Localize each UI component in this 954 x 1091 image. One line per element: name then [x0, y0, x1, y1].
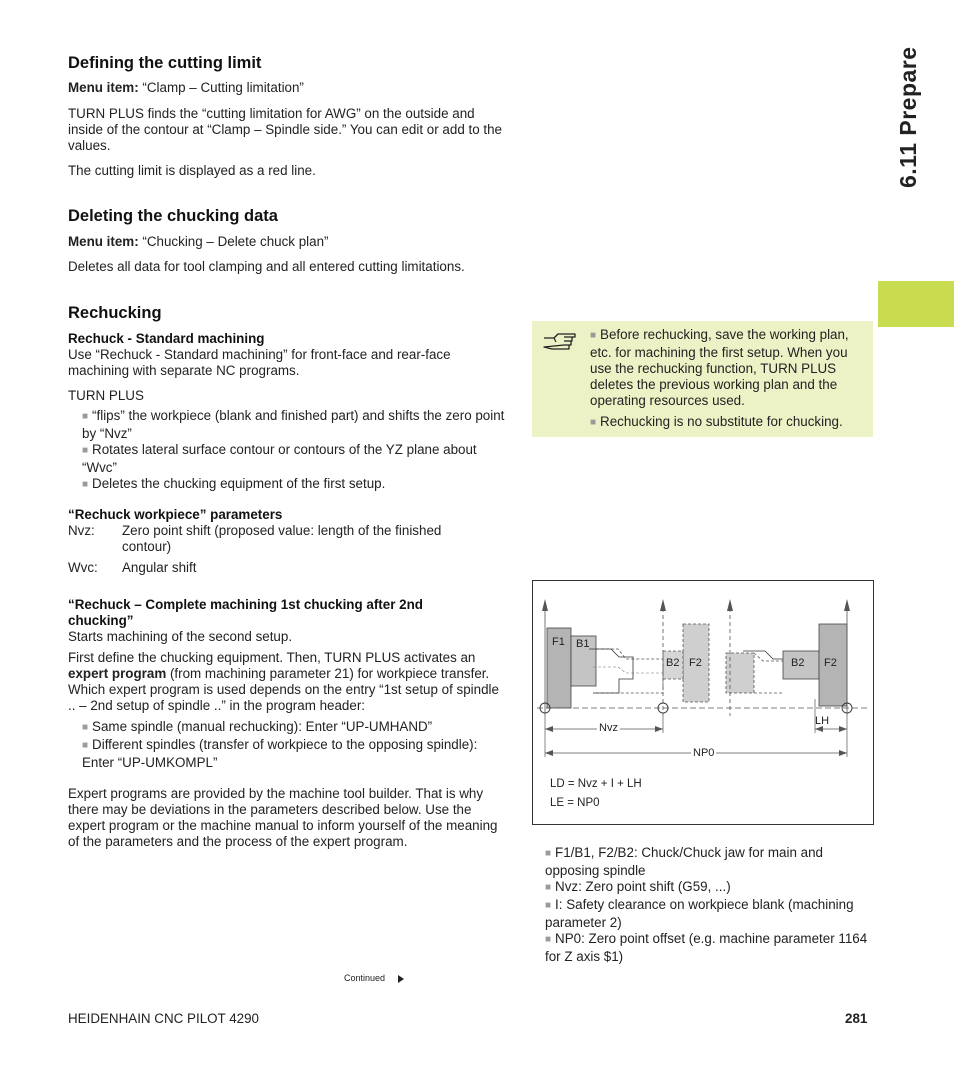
- list-item: ■ Rechucking is no substitute for chucking.: [590, 414, 866, 432]
- page-number: 281: [845, 1011, 868, 1026]
- pointing-hand-icon: [542, 330, 578, 352]
- list-item: ■ F1/B1, F2/B2: Chuck/Chuck jaw for main and opposing spindle: [545, 845, 870, 879]
- footer-title: HEIDENHAIN CNC PILOT 4290: [68, 1011, 259, 1026]
- paragraph: Deletes all data for tool clamping and all entered cutting limitations.: [68, 259, 465, 274]
- chapter-tab-marker: [878, 281, 954, 327]
- paragraph: Use “Rechuck - Standard machining” for front-face and rear-face machining with separate NC programs.: [68, 347, 451, 378]
- param-key: Nvz:: [68, 523, 95, 538]
- section-cutting-limit: [68, 53, 508, 179]
- label-nvz: Nvz: [599, 722, 618, 734]
- list-item: ■ NP0: Zero point offset (e.g. machine parameter 1164 for Z axis $1): [545, 931, 870, 965]
- chapter-side-title: 6.11 Prepare: [895, 46, 921, 188]
- paragraph: TURN PLUS finds the “cutting limitation for AWG” on the outside and inside of the contour at “Clamp – Spindle side.” You can edit or add to the values.: [68, 106, 502, 153]
- param-value: Angular shift: [122, 560, 197, 575]
- bullet-list: [82, 408, 508, 494]
- table-row: [68, 523, 482, 555]
- section-title: Deleting the chucking data: [68, 207, 278, 225]
- label-b2-right: B2: [791, 657, 805, 669]
- list-item: ■ Same spindle (manual rechucking): Enter “UP-UMHAND”: [82, 719, 508, 737]
- label-lh: LH: [815, 715, 830, 727]
- label-f1: F1: [552, 636, 565, 648]
- paragraph: First define the chucking equipment. Then, TURN PLUS activates an expert program (from machining parameter 21) for workpiece transfer. Which expert program is used depends on the entry “1st setup of spindle .. – 2nd setup of spindle ..” in the program header:: [68, 650, 499, 713]
- list-item: ■ Before rechucking, save the working plan, etc. for machining the first setup. When you use the rechucking function, TURN PLUS deletes the previous working plan and the operating resources used.: [590, 327, 866, 409]
- subheading: “Rechuck workpiece” parameters: [68, 507, 283, 522]
- list-item: ■ I: Safety clearance on workpiece blank (machining parameter 2): [545, 897, 870, 931]
- section-title: Defining the cutting limit: [68, 54, 262, 72]
- label-b1: B1: [576, 638, 590, 650]
- paragraph: Starts machining of the second setup.: [68, 629, 293, 644]
- formula-le: LE = NP0: [550, 797, 600, 809]
- section-rechucking: [68, 303, 508, 850]
- label-f2-right: F2: [824, 657, 837, 669]
- section-delete-chucking: [68, 206, 508, 275]
- bullet-list: [82, 719, 508, 771]
- rechucking-diagram: [532, 580, 874, 825]
- param-value: Zero point shift (proposed value: length of the finished contour): [122, 523, 442, 554]
- menu-item-line: Menu item: “Chucking – Delete chuck plan”: [68, 234, 329, 249]
- label-f2-left: F2: [689, 657, 702, 669]
- list-item: ■ Deletes the chucking equipment of the first setup.: [82, 476, 508, 494]
- formula-ld: LD = Nvz + I + LH: [550, 778, 642, 790]
- label-np0: NP0: [693, 747, 715, 759]
- paragraph: The cutting limit is displayed as a red line.: [68, 163, 316, 178]
- subheading: “Rechuck – Complete machining 1st chucking after 2nd chucking”: [68, 597, 423, 628]
- note-list: [590, 327, 866, 432]
- list-item: ■ Rotates lateral surface contour or contours of the YZ plane about “Wvc”: [82, 442, 508, 476]
- label-b2-left: B2: [666, 657, 680, 669]
- parameter-table: [68, 523, 482, 576]
- continued-marker: Continued: [344, 972, 404, 984]
- play-arrow-icon: [398, 975, 404, 983]
- note-box: [532, 321, 873, 437]
- paragraph: Expert programs are provided by the machine tool builder. That is why there may be deviations in the parameters described below. Use the expert program or the machine manual to inform yourself of the meaning of the parameters and the process of the expert program.: [68, 786, 498, 849]
- menu-item-line: Menu item: “Clamp – Cutting limitation”: [68, 80, 304, 95]
- table-row: [68, 555, 482, 576]
- list-item: ■ Nvz: Zero point shift (G59, ...): [545, 879, 870, 897]
- list-item: ■ “flips” the workpiece (blank and finished part) and shifts the zero point by “Nvz”: [82, 408, 508, 442]
- paragraph: TURN PLUS: [68, 388, 144, 403]
- list-item: ■ Different spindles (transfer of workpiece to the opposing spindle): Enter “UP-UMKOMPL”: [82, 737, 508, 771]
- section-title: Rechucking: [68, 304, 162, 322]
- subheading: Rechuck - Standard machining: [68, 331, 265, 346]
- param-key: Wvc:: [68, 560, 98, 575]
- diagram-legend: [545, 845, 870, 965]
